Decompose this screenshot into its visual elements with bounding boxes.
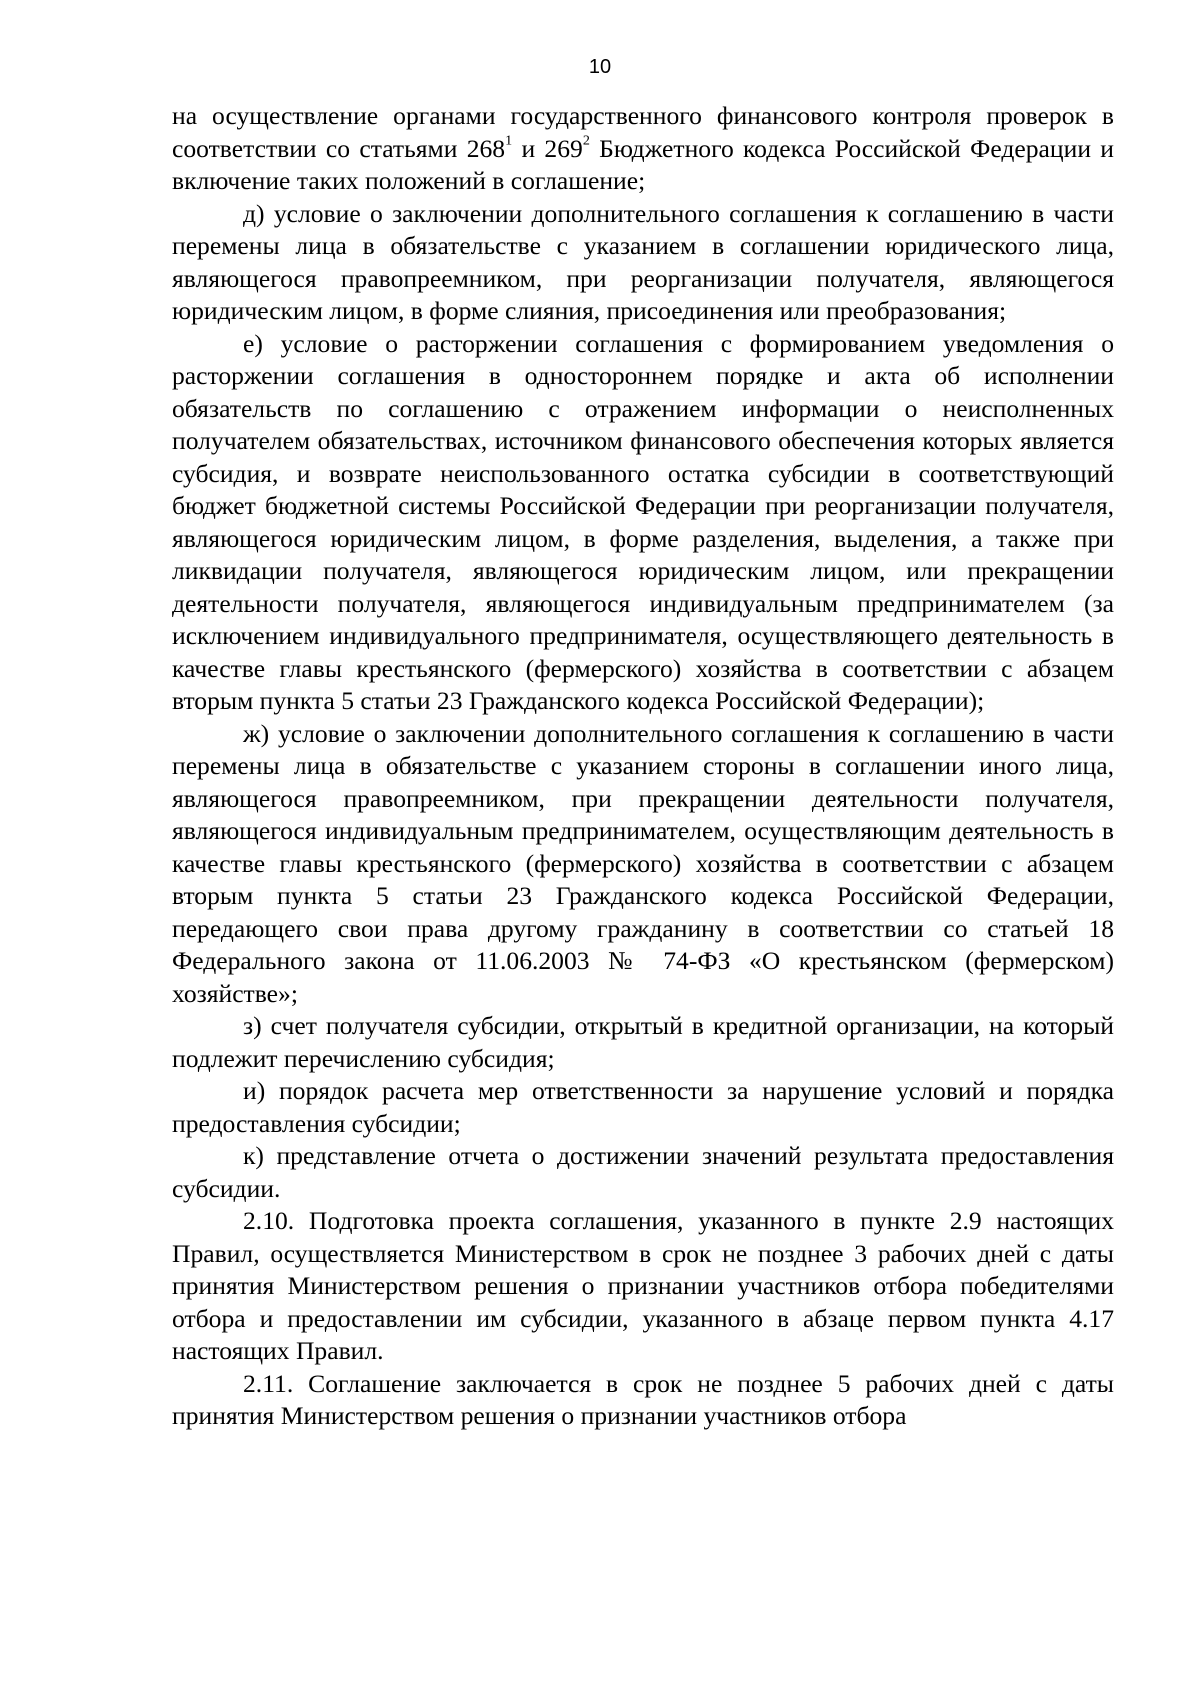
superscript: 1	[505, 131, 513, 148]
paragraph-continuation	[172, 100, 1114, 198]
page-number: 10	[588, 56, 612, 78]
paragraph-text: Бюджетного кодекса Российской Федерации и включение таких положений в соглашение;	[172, 133, 1114, 195]
paragraph-2-10: 2.10. Подготовка проекта соглашения, указанного в пункте 2.9 настоящих Правил, осуществляется Министерством в срок не позднее 3 рабочих дней с даты принятия Министерством решения о признании участников отбора победителями отбора и предоставлении им субсидии, указанного в абзаце первом пункта 4.17 настоящих Правил.	[172, 1206, 1114, 1365]
document-body	[172, 100, 1114, 1433]
paragraph-item-i: и) порядок расчета мер ответственности за нарушение условий и порядка предоставления субсидии;	[172, 1076, 1114, 1138]
paragraph-item-k: к) представление отчета о достижении значений результата предоставления субсидии.	[172, 1141, 1114, 1203]
paragraph-item-e: е) условие о расторжении соглашения с формированием уведомления о расторжении соглашения в одностороннем порядке и акта об исполнении обязательств по соглашению с отражением информации о неисполненных получателем обязательствах, источником финансового обеспечения которых является субсидия, и возврате неиспользованного остатка субсидии в соответствующий бюджет бюджетной системы Российской Федерации при реорганизации получателя, являющегося юридическим лицом, в форме разделения, выделения, а также при ликвидации получателя, являющегося юридическим лицом, или прекращении деятельности получателя, являющегося индивидуальным предпринимателем (за исключением индивидуального предпринимателя, осуществляющего деятельность в качестве главы крестьянского (фермерского) хозяйства в соответствии с абзацем вторым пункта 5 статьи 23 Гражданского кодекса Российской Федерации);	[172, 328, 1114, 715]
superscript: 2	[582, 131, 590, 148]
paragraph-item-d: д) условие о заключении дополнительного соглашения к соглашению в части перемены лица в обязательстве с указанием в соглашении юридического лица, являющегося правопреемником, при реорганизации получателя, являющегося юридическим лицом, в форме слияния, присоединения или преобразования;	[172, 198, 1114, 325]
paragraph-text: на осуществление органами государственного финансового контроля проверок в соответствии со статьями 268	[172, 101, 1114, 163]
paragraph-text: и 269	[512, 133, 583, 163]
paragraph-item-zh: ж) условие о заключении дополнительного соглашения к соглашению в части перемены лица в обязательстве с указанием стороны в соглашении иного лица, являющегося правопреемником, при прекращении деятельности получателя, являющегося индивидуальным предпринимателем, осуществляющим деятельность в качестве главы крестьянского (фермерского) хозяйства в соответствии с абзацем вторым пункта 5 статьи 23 Гражданского кодекса Российской Федерации, передающего свои права другому гражданину в соответствии со статьей 18 Федерального закона от 11.06.2003 № 74-ФЗ «О крестьянском (фермерском) хозяйстве»;	[172, 718, 1114, 1008]
paragraph-2-11: 2.11. Соглашение заключается в срок не позднее 5 рабочих дней с даты принятия Министерством решения о признании участников отбора	[172, 1368, 1114, 1430]
paragraph-item-z: з) счет получателя субсидии, открытый в кредитной организации, на который подлежит перечислению субсидия;	[172, 1011, 1114, 1073]
